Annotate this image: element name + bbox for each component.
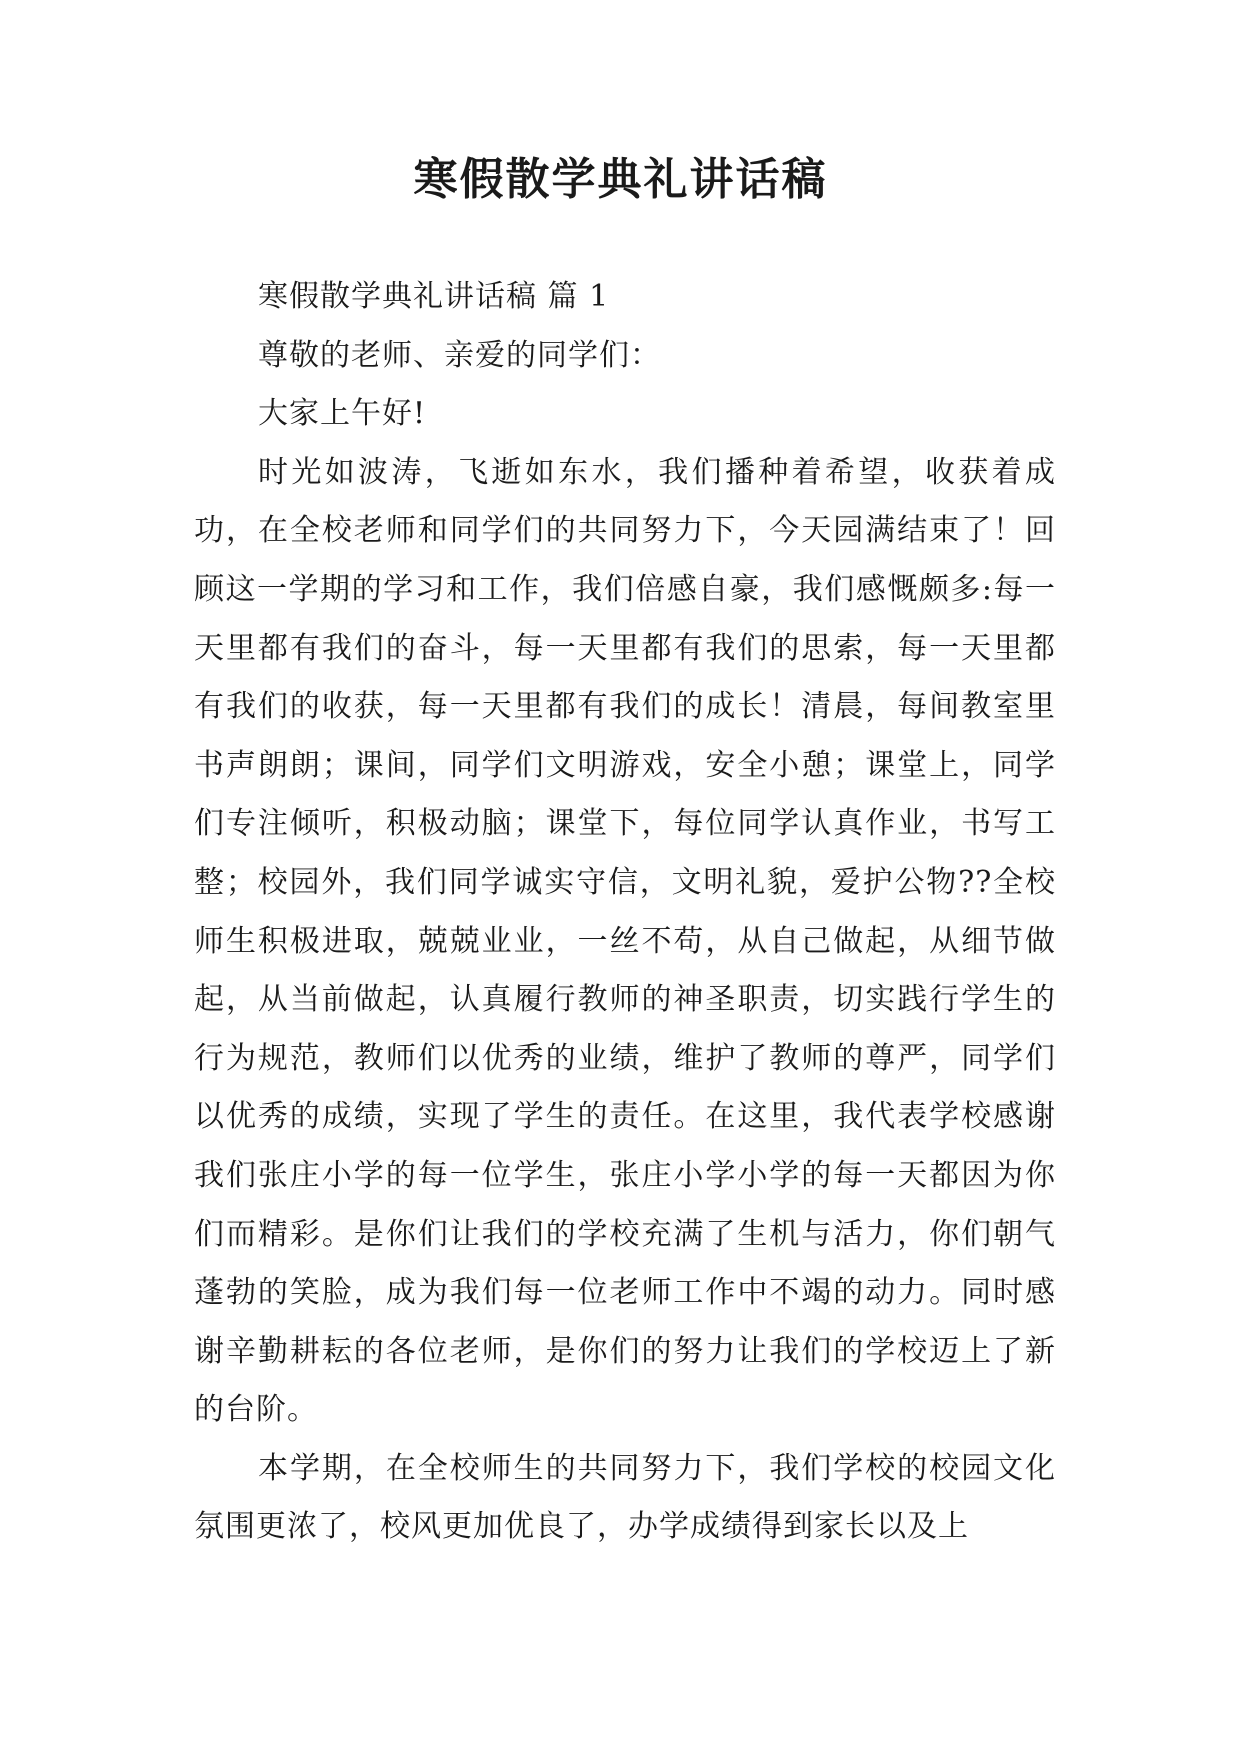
- greeting: 大家上午好!: [258, 396, 427, 432]
- section-heading: 寒假散学典礼讲话稿 篇 1: [258, 279, 610, 314]
- document-body: [194, 268, 1056, 1557]
- document-title: 寒假散学典礼讲话稿: [413, 154, 828, 205]
- body-paragraph: 时光如波涛，飞逝如东水，我们播种着希望，收获着成功，在全校老师和同学们的共同努力下，今天园满结束了！回顾这一学期的学习和工作，我们倍感自豪，我们感慨颇多:每一天里都有我们的奋斗，每一天里都有我们的思索，每一天里都有我们的收获，每一天里都有我们的成长！清晨，每间教室里书声朗朗；课间，同学们文明游戏，安全小憩；课堂上，同学们专注倾听，积极动脑；课堂下，每位同学认真作业，书写工整；校园外，我们同学诚实守信，文明礼貌，爱护公物??全校师生积极进取，兢兢业业，一丝不苟，从自己做起，从细节做起，从当前做起，认真履行教师的神圣职责，切实践行学生的行为规范，教师们以优秀的业绩，维护了教师的尊严，同学们以优秀的成绩，实现了学生的责任。在这里，我代表学校感谢我们张庄小学的每一位学生，张庄小学小学的每一天都因为你们而精彩。是你们让我们的学校充满了生机与活力，你们朝气蓬勃的笑脸，成为我们每一位老师工作中不竭的动力。同时感谢辛勤耕耘的各位老师，是你们的努力让我们的学校迈上了新的台阶。: [194, 454, 1056, 1428]
- salutation: 尊敬的老师、亲爱的同学们：: [258, 337, 661, 373]
- body-paragraph: 本学期，在全校师生的共同努力下，我们学校的校园文化氛围更浓了，校风更加优良了，办学成绩得到家长以及上: [194, 1450, 1056, 1545]
